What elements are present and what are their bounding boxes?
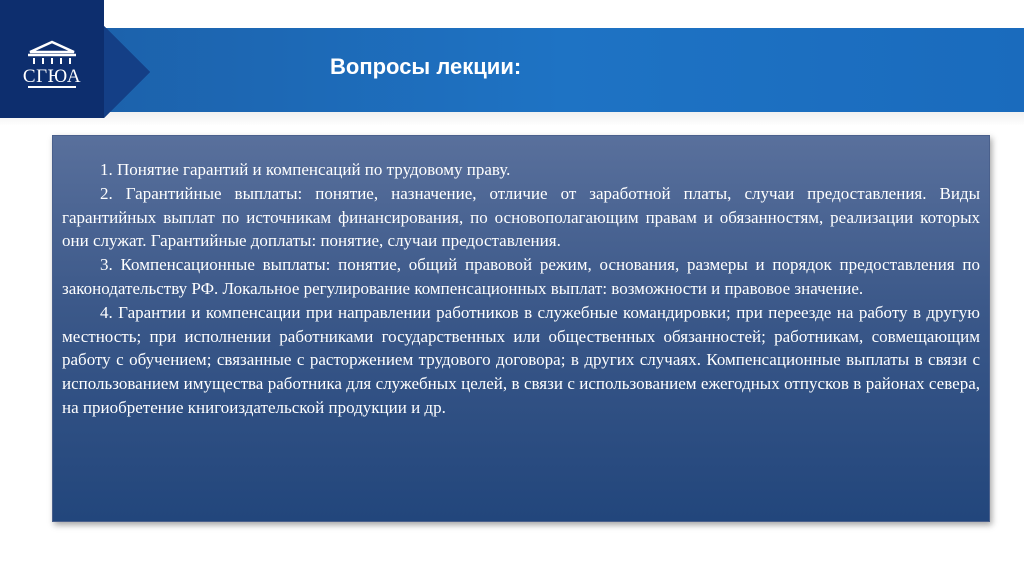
question-4: 4. Гарантии и компенсации при направлении работников в служебные командировки; при переезде на работу в другую местность; при исполнении работниками государственных или общественных обязанностей; работникам, совмещающим работу с обучением; связанные с расторжением трудового договора; в других случаях. Компенсационные выплаты в связи с использованием имущества работника для служебных целей, в связи с использованием ежегодных отпусков в районах севера, на приобретение книгоиздательской продукции и др. bbox=[62, 302, 980, 417]
question-2: 2. Гарантийные выплаты: понятие, назначение, отличие от заработной платы, случаи предоставления. Виды гарантийных выплат по источникам финансирования, по основополагающим правам и обязанностям, реализации которых они служат. Гарантийные доплаты: понятие, случаи предоставления. bbox=[62, 183, 980, 251]
question-3: 3. Компенсационные выплаты: понятие, общий правовой режим, основания, размеры и порядок предоставления по законодательству РФ. Локальное регулирование компенсационных выплат: возможности и правовое значение. bbox=[62, 255, 980, 298]
page-title: Вопросы лекции: bbox=[330, 54, 522, 79]
question-1: 1. Понятие гарантий и компенсаций по трудовому праву. bbox=[100, 160, 511, 179]
questions-box bbox=[52, 135, 990, 522]
logo bbox=[0, 0, 150, 122]
logo-text: СГЮА bbox=[22, 66, 82, 87]
